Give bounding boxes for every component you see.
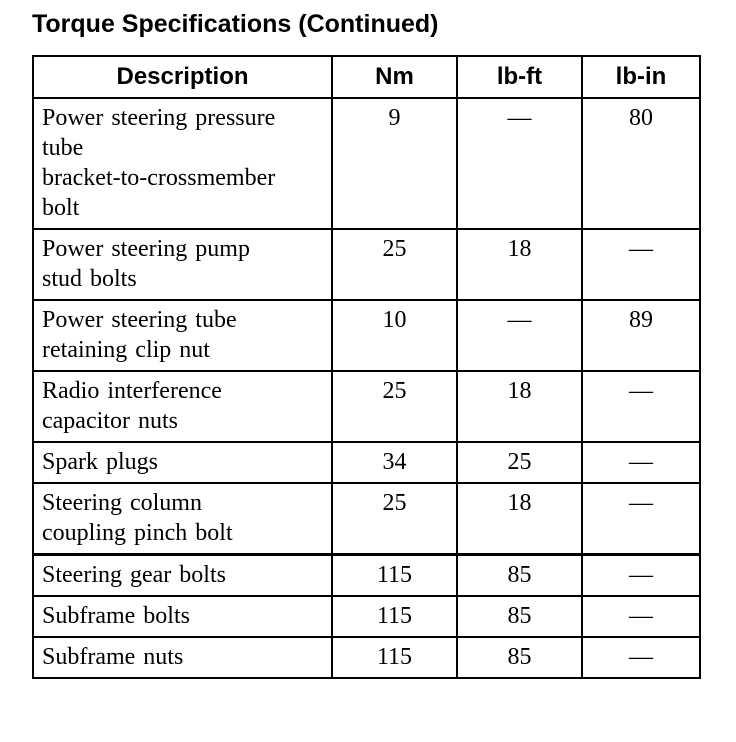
cell-lb-in: — bbox=[582, 483, 700, 555]
cell-description bbox=[33, 483, 332, 555]
torque-spec-table bbox=[32, 55, 701, 679]
cell-nm: 25 bbox=[332, 371, 457, 442]
cell-description bbox=[33, 98, 332, 229]
table-row bbox=[33, 483, 700, 555]
cell-description bbox=[33, 229, 332, 300]
cell-nm: 34 bbox=[332, 442, 457, 483]
cell-lb-in: — bbox=[582, 596, 700, 637]
cell-lb-in: — bbox=[582, 555, 700, 597]
cell-lb-in: — bbox=[582, 442, 700, 483]
cell-lb-ft: 85 bbox=[457, 555, 582, 597]
cell-nm: 115 bbox=[332, 637, 457, 678]
cell-nm: 115 bbox=[332, 555, 457, 597]
description-line: Power steering pump bbox=[42, 236, 250, 262]
cell-lb-in: — bbox=[582, 637, 700, 678]
cell-lb-in: — bbox=[582, 229, 700, 300]
cell-nm: 25 bbox=[332, 483, 457, 555]
cell-lb-in: — bbox=[582, 371, 700, 442]
description-line: Steering gear bolts bbox=[42, 562, 226, 588]
cell-lb-ft: 85 bbox=[457, 637, 582, 678]
description-line: bracket-to-crossmember bbox=[42, 165, 276, 191]
cell-lb-ft: 25 bbox=[457, 442, 582, 483]
table-row bbox=[33, 371, 700, 442]
cell-lb-ft: — bbox=[457, 98, 582, 229]
description-line: Steering column bbox=[42, 490, 202, 516]
cell-description bbox=[33, 555, 332, 597]
table-row bbox=[33, 555, 700, 597]
cell-description bbox=[33, 442, 332, 483]
table-row bbox=[33, 300, 700, 371]
table-row bbox=[33, 637, 700, 678]
cell-nm: 25 bbox=[332, 229, 457, 300]
cell-nm: 115 bbox=[332, 596, 457, 637]
cell-nm: 9 bbox=[332, 98, 457, 229]
cell-description bbox=[33, 371, 332, 442]
cell-lb-ft: — bbox=[457, 300, 582, 371]
cell-lb-in: 89 bbox=[582, 300, 700, 371]
description-line: Radio interference bbox=[42, 378, 222, 404]
column-header-description: Description bbox=[33, 56, 332, 98]
description-line: Subframe bolts bbox=[42, 603, 190, 629]
description-line: Spark plugs bbox=[42, 449, 158, 475]
description-line: coupling pinch bolt bbox=[42, 520, 233, 546]
cell-description bbox=[33, 300, 332, 371]
cell-lb-ft: 18 bbox=[457, 371, 582, 442]
table-row bbox=[33, 596, 700, 637]
description-line: Power steering pressure bbox=[42, 105, 276, 131]
cell-description bbox=[33, 596, 332, 637]
header-row bbox=[33, 56, 700, 98]
page-title: Torque Specifications (Continued) bbox=[32, 10, 439, 38]
table-row bbox=[33, 98, 700, 229]
description-line: retaining clip nut bbox=[42, 337, 210, 363]
table-header bbox=[33, 56, 700, 98]
description-line: Power steering tube bbox=[42, 307, 237, 333]
cell-description bbox=[33, 637, 332, 678]
column-header-lb-in: lb-in bbox=[582, 56, 700, 98]
column-header-nm: Nm bbox=[332, 56, 457, 98]
cell-nm: 10 bbox=[332, 300, 457, 371]
description-line: capacitor nuts bbox=[42, 408, 178, 434]
table-row bbox=[33, 442, 700, 483]
table-body bbox=[33, 98, 700, 678]
description-line: Subframe nuts bbox=[42, 644, 184, 670]
description-line: stud bolts bbox=[42, 266, 137, 292]
cell-lb-ft: 85 bbox=[457, 596, 582, 637]
description-line: tube bbox=[42, 135, 84, 161]
cell-lb-in: 80 bbox=[582, 98, 700, 229]
cell-lb-ft: 18 bbox=[457, 483, 582, 555]
table-row bbox=[33, 229, 700, 300]
cell-lb-ft: 18 bbox=[457, 229, 582, 300]
description-line: bolt bbox=[42, 195, 80, 221]
column-header-lb-ft: lb-ft bbox=[457, 56, 582, 98]
